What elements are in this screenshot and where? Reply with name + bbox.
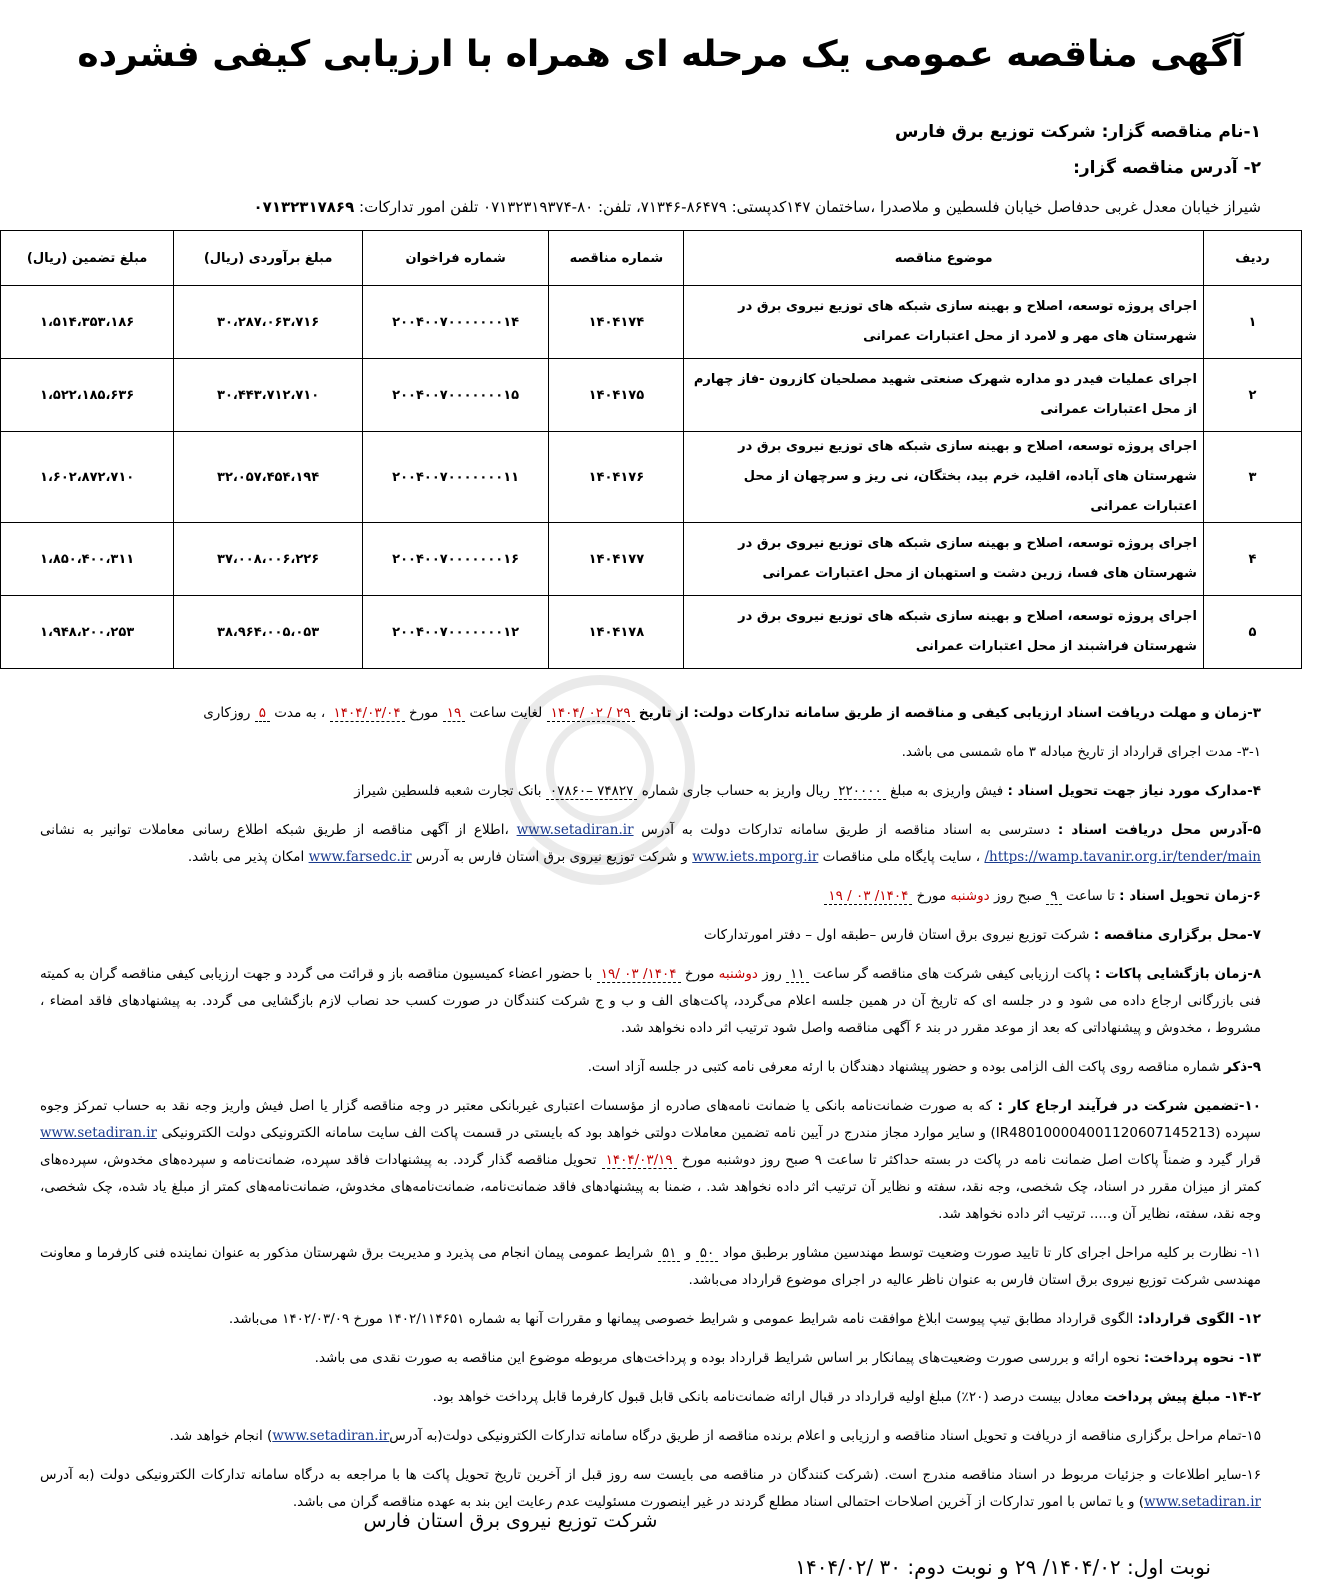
clause-3-to-date: ۱۴۰۴/۰۳/۰۴: [330, 705, 405, 722]
clause-5: [40, 817, 1261, 871]
clause-15: [40, 1423, 1261, 1450]
cell-subject: اجرای عملیات فیدر دو مداره شهرک صنعتی شهید مصلحیان کازرون -فاز چهارم از محل اعتبارات عمرانی: [684, 359, 1203, 432]
clause-11-article2: ۵۱: [658, 1245, 681, 1262]
clause-13-text: نحوه ارائه و بررسی صورت وضعیت‌های پیمانکار بر اساس شرایط قرارداد بوده و پرداخت‌های مربوطه موضوع این مناقصه به صورت نقدی می باشد.: [314, 1350, 1140, 1366]
cell-subject: اجرای پروژه توسعه، اصلاح و بهینه سازی شبکه های توزیع نیروی برق در شهرستان های آباده، اقلید، خرم بید، بختگان، نی ریز و سرچهان از محل اعتبارات عمرانی: [684, 432, 1203, 523]
cell-call-no: ۲۰۰۴۰۰۷۰۰۰۰۰۰۰۱۱: [362, 432, 548, 523]
clause-13: [40, 1345, 1261, 1372]
page-title: آگهی مناقصه عمومی یک مرحله ای همراه با ارزیابی کیفی فشرده: [77, 34, 1244, 75]
clause-3-hour: ۱۹: [443, 705, 466, 722]
clause-6-hour: ۹: [1046, 888, 1061, 905]
setadiran-link[interactable]: www.setadiran.ir: [516, 822, 634, 838]
clause-16-text2: ) و یا تماس با امور تدارکات از آخرین اصلاحات احتمالی اسناد مطلع گردند در غیر اینصورت مسئولیت عدم رعایت این بند به عهده مناقصه گران می باشد.: [292, 1494, 1145, 1510]
clause-3: [40, 700, 1261, 727]
clause-8-text4: با حضور اعضاء کمیسیون مناقصه باز و قرائت می گردد و جهت ارزیابی کیفی مناقصه گران به کمیته فنی بازرگانی ارجاع داده می شود و در جلسه ای که تاریخ آن در همین جلسه اعلام می‌گردد، پاکت‌های الف و ب و ج شرکت کنندگان در صورت کسب حد نصاب لازم بازگشایی می گردد. به پیشنهادهای فاقد امضاء ، مشروط ، مخدوش و پیشنهاداتی که بعد از موعد مقرر در بند ۶ آگهی مناقصه واصل شود ترتیب اثر داده نخواهد شد.: [40, 966, 1261, 1036]
cell-tender-no: ۱۴۰۴۱۷۵: [549, 359, 684, 432]
clause-5-text5: امکان پذیر می باشد.: [187, 849, 305, 865]
clause-3-label: ۳-زمان و مهلت دریافت اسناد ارزیابی کیفی و مناقصه از طریق سامانه تدارکات دولت: از تاریخ: [638, 705, 1261, 721]
tenders-table: [0, 230, 1302, 669]
cell-subject: اجرای پروژه توسعه، اصلاح و بهینه سازی شبکه های توزیع نیروی برق در شهرستان های فسا، زرین دشت و استهبان از محل اعتبارات عمرانی: [684, 523, 1203, 596]
cell-estimate: ۳۰،۴۴۳،۷۱۲،۷۱۰: [174, 359, 363, 432]
table-row: [1, 523, 1302, 596]
clause-6-label: ۶-زمان تحویل اسناد :: [1119, 888, 1261, 904]
clause-16-text1: ۱۶-سایر اطلاعات و جزئیات مربوط در اسناد مناقصه مندرج است. (شرکت کنندگان در مناقصه می بایست سه روز قبل از آخرین تاریخ تحویل پاکت ها با مراجعه به درگاه سامانه تدارکات الکترونیکی دولت (به آدرس: [40, 1467, 1261, 1483]
clause-13-label: ۱۳- نحوه پرداخت:: [1143, 1350, 1261, 1366]
cell-row-no: ۳: [1203, 432, 1301, 523]
account-number: ۷۴۸۲۷ –۰۷۸۶۰: [546, 783, 638, 800]
cell-call-no: ۲۰۰۴۰۰۷۰۰۰۰۰۰۰۱۲: [362, 596, 548, 669]
header-tender-no: شماره مناقصه: [549, 231, 684, 286]
clause-8-text1: پاکت ارزیابی کیفی شرکت های مناقصه گر ساعت: [812, 966, 1091, 982]
header-estimate: مبلغ برآوردی (ریال): [174, 231, 363, 286]
clause-5-text4: و شرکت توزیع نیروی برق استان فارس به آدرس: [415, 849, 688, 865]
farsedc-link[interactable]: www.farsedc.ir: [308, 849, 412, 865]
clause-11-text1: ۱۱- نظارت بر کلیه مراحل اجرای کار تا تایید صورت وضعیت توسط مهندسین مشاور برطبق مواد: [722, 1245, 1262, 1261]
clause-8-date: ۱۴۰۴/ ۰۳ /۱۹: [597, 966, 681, 983]
table-row: [1, 359, 1302, 432]
clause-3-days: ۵: [255, 705, 270, 722]
cell-estimate: ۳۲،۰۵۷،۴۵۴،۱۹۴: [174, 432, 363, 523]
cell-row-no: ۵: [1203, 596, 1301, 669]
cell-guarantee: ۱،۹۴۸،۲۰۰،۲۵۳: [1, 596, 174, 669]
cell-call-no: ۲۰۰۴۰۰۷۰۰۰۰۰۰۰۱۴: [362, 286, 548, 359]
clause-6-date: ۱۴۰۴/ ۰۳ / ۱۹: [824, 888, 912, 905]
iets-link[interactable]: www.iets.mporg.ir: [692, 849, 819, 865]
cell-call-no: ۲۰۰۴۰۰۷۰۰۰۰۰۰۰۱۶: [362, 523, 548, 596]
table-row: [1, 286, 1302, 359]
tenderer-name: ۱-نام مناقصه گزار: شرکت توزیع برق فارس: [894, 122, 1261, 142]
cell-guarantee: ۱،۵۲۲،۱۸۵،۶۳۶: [1, 359, 174, 432]
cell-estimate: ۳۰،۲۸۷،۰۶۳،۷۱۶: [174, 286, 363, 359]
clause-14-text: معادل بیست درصد (۲۰٪) مبلغ اولیه قرارداد در قبال ارائه ضمانت‌نامه بانکی قابل قبول کارفرما قابل پرداخت خواهد بود.: [432, 1389, 1100, 1405]
cell-estimate: ۳۷،۰۰۸،۰۰۶،۲۲۶: [174, 523, 363, 596]
cell-estimate: ۳۸،۹۶۴،۰۰۵،۰۵۳: [174, 596, 363, 669]
header-call-no: شماره فراخوان: [362, 231, 548, 286]
clause-3-end: روزکاری: [203, 705, 251, 721]
clause-6-text1: تا ساعت: [1065, 888, 1115, 904]
setadiran-link[interactable]: www.setadiran.ir: [1144, 1494, 1261, 1510]
company-signature: شرکت توزیع نیروی برق استان فارس: [363, 1510, 658, 1532]
table-header-row: [1, 231, 1302, 286]
clause-12-text: الگوی قرارداد مطابق تیپ پیوست ابلاغ موافقت نامه شرایط عمومی و شرایط خصوصی پیمانها و مقررات آنها به شماره ۱۴۰۲/۱۱۴۶۵۱ مورخ ۱۴۰۲/۰۳/۰۹ می‌باشد.: [228, 1311, 1134, 1327]
cell-row-no: ۲: [1203, 359, 1301, 432]
clause-11: [40, 1240, 1261, 1294]
clause-10-text3: تحویل مناقصه گذار گردد. به پیشنهادات فاقد سپرده، ضمانت‌نامه و سپرده‌های مخدوش، سپرده‌های کمتر از میزان مقرر در اسناد، چک شخصی، وجه نقد، سفته و نظایر آن ترتیب اثر داده نخواهد شد. ، ضمنا به پیشنهادهای فاقد ضمانت‌نامه، ضمانت‌نامه‌های مخدوش، ضمانت‌نامه‌های کمتر از مبلغ یاد شده، چک شخصی، وجه نقد، سفته، نظایر آن و..... ترتیب اثر داده نخواهد شد.: [40, 1152, 1261, 1222]
tavanir-link[interactable]: https://wamp.tavanir.org.ir/tender/main/: [984, 849, 1261, 865]
clause-11-text2: و: [684, 1245, 692, 1261]
clause-11-text3: شرایط عمومی پیمان انجام می پذیرد و مدیریت برق شهرستان مذکور به عنوان نماینده فنی کارفرما و معاونت مهندسی شرکت توزیع نیروی برق استان فارس به عنوان ناظر عالیه در اجرای موضوع قرارداد می‌باشد.: [40, 1245, 1261, 1288]
cell-guarantee: ۱،۵۱۴،۳۵۳،۱۸۶: [1, 286, 174, 359]
tender-body: [40, 700, 1261, 1528]
cell-row-no: ۱: [1203, 286, 1301, 359]
clause-3-mid3: ، به مدت: [274, 705, 326, 721]
clause-6: [40, 883, 1261, 910]
clause-3-mid: لغایت ساعت: [469, 705, 543, 721]
cell-guarantee: ۱،۸۵۰،۴۰۰،۳۱۱: [1, 523, 174, 596]
tenderer-address-label: ۲- آدرس مناقصه گزار:: [1073, 158, 1261, 178]
signature-block: [0, 1510, 1321, 1532]
cell-tender-no: ۱۴۰۴۱۷۸: [549, 596, 684, 669]
clause-8: [40, 961, 1261, 1042]
cell-subject: اجرای پروژه توسعه، اصلاح و بهینه سازی شبکه های توزیع نیروی برق در شهرستان فراشبند از محل اعتبارات عمرانی: [684, 596, 1203, 669]
clause-8-text3: مورخ: [684, 966, 715, 982]
clause-8-text2: روز: [762, 966, 782, 982]
cell-call-no: ۲۰۰۴۰۰۷۰۰۰۰۰۰۰۱۵: [362, 359, 548, 432]
cell-row-no: ۴: [1203, 523, 1301, 596]
clause-14-2: [40, 1384, 1261, 1411]
clause-9: [40, 1054, 1261, 1081]
clause-3-mid2: مورخ: [408, 705, 439, 721]
setadiran-link[interactable]: www.setadiran.ir: [40, 1125, 157, 1141]
cell-tender-no: ۱۴۰۴۱۷۷: [549, 523, 684, 596]
clause-11-article1: ۵۰: [696, 1245, 719, 1262]
header-guarantee: مبلغ تضمین (ریال): [1, 231, 174, 286]
clause-10-text1: که به صورت ضمانت‌نامه بانکی یا ضمانت نامه‌های صادره از مؤسسات اعتباری غیربانکی معتبر در وجه مناقصه گزار یا اصل فیش واریز وجه نقد به حساب تمرکز وجوه سپرده (IR480100004001120607145213) و سایر موارد مجاز مندرج در آیین نامه تضمین معاملات دولتی خواهد بود که بایستی در قسمت پاکت الف سایت سامانه الکترونیکی دولت الکترونیکی: [40, 1098, 1261, 1141]
cell-guarantee: ۱،۶۰۲،۸۷۲،۷۱۰: [1, 432, 174, 523]
address-text: شیراز خیابان معدل غربی حدفاصل خیابان فلسطین و ملاصدرا ،ساختمان ۱۴۷کدپستی: ۸۶۴۷۹-۷۱۳۴۶، تلفن: ۸۰-۰۷۱۳۲۳۱۹۳۷۴ تلفن امور تدارکات:: [359, 198, 1261, 216]
clause-12: [40, 1306, 1261, 1333]
clause-7-label: ۷-محل برگزاری مناقصه :: [1093, 927, 1261, 943]
clause-10-label: ۱۰-تضمین شرکت در فرآیند ارجاع کار :: [997, 1098, 1262, 1114]
setadiran-link[interactable]: www.setadiran.ir: [272, 1428, 390, 1444]
clause-16: [40, 1462, 1261, 1516]
table-row: [1, 596, 1302, 669]
clause-9-label: ۹-ذکر: [1223, 1059, 1261, 1075]
fee-amount: ۲۲۰۰۰۰: [834, 783, 886, 800]
clause-10: [40, 1093, 1261, 1228]
clause-6-text3: مورخ: [916, 888, 947, 904]
clause-4-text3: بانک تجارت شعبه فلسطین شیراز: [354, 783, 542, 799]
clause-8-label: ۸-زمان بازگشایی پاکات :: [1094, 966, 1262, 982]
clause-10-text2: قرار گیرد و ضمناً پاکات اصل ضمانت نامه در پاکت در بسته حداکثر تا ساعت ۹ صبح روز دوشنبه مورخ: [681, 1152, 1262, 1168]
clause-4-text2: ریال واریز به حساب جاری شماره: [641, 783, 830, 799]
clause-15-text1: ۱۵-تمام مراحل برگزاری مناقصه از دریافت و تحویل اسناد مناقصه و ارزیابی و اعلام برنده مناقصه از طریق درگاه سامانه تدارکات الکترونیکی دولت(به آدرس: [389, 1428, 1261, 1444]
clause-4-label: ۴-مدارک مورد نیاز جهت تحویل اسناد :: [1007, 783, 1261, 799]
tenderer-address: [28, 198, 1261, 216]
clause-5-text1: دسترسی به اسناد مناقصه از طریق سامانه تدارکات دولت به آدرس: [641, 822, 1051, 838]
clause-4-text1: فیش واریزی به مبلغ: [890, 783, 1004, 799]
clause-7-text: شرکت توزیع نیروی برق استان فارس –طبقه اول – دفتر امورتدارکات: [703, 927, 1090, 943]
clause-15-text2: ) انجام خواهد شد.: [169, 1428, 273, 1444]
publication-rounds: نوبت اول: ۱۴۰۴/۰۲/ ۲۹ و نوبت دوم: ۳۰ /۱۴۰۴/۰۲: [795, 1555, 1211, 1579]
clause-4: [40, 778, 1261, 805]
clause-8-day: دوشنبه: [718, 966, 758, 982]
clause-6-text2: صبح روز: [993, 888, 1043, 904]
header-subject: موضوع مناقصه: [684, 231, 1203, 286]
clause-7: [40, 922, 1261, 949]
table-row: [1, 432, 1302, 523]
clause-14-label: ۱۴-۲- مبلغ پیش پرداخت: [1103, 1389, 1261, 1405]
clause-9-text: شماره مناقصه روی پاکت الف الزامی بوده و حضور پیشنهاد دهندگان با ارئه معرفی نامه کتبی در جلسه آزاد است.: [587, 1059, 1220, 1075]
procurement-phone: ۰۷۱۳۲۳۱۷۸۶۹: [253, 198, 355, 216]
clause-10-date: ۱۴۰۴/۰۳/۱۹: [602, 1152, 677, 1169]
clause-5-text2: ،اطلاع از آگهی مناقصه از طریق شبکه اطلاع رسانی معاملات توانیر به نشانی: [40, 822, 509, 838]
clause-12-label: ۱۲- الگوی قرارداد:: [1137, 1311, 1261, 1327]
clause-3-from-date: ۲۹ / ۰۲ /۱۴۰۴: [547, 705, 635, 722]
clause-5-text3: ، سایت پایگاه ملی مناقصات: [822, 849, 981, 865]
cell-subject: اجرای پروژه توسعه، اصلاح و بهینه سازی شبکه های توزیع نیروی برق در شهرستان های مهر و لامرد از محل اعتبارات عمرانی: [684, 286, 1203, 359]
cell-tender-no: ۱۴۰۴۱۷۴: [549, 286, 684, 359]
cell-tender-no: ۱۴۰۴۱۷۶: [549, 432, 684, 523]
clause-8-hour: ۱۱: [786, 966, 809, 983]
clause-5-label: ۵-آدرس محل دریافت اسناد :: [1057, 822, 1262, 838]
clause-3-1: ۳-۱- مدت اجرای قرارداد از تاریخ مبادله ۳ ماه شمسی می باشد.: [901, 744, 1261, 760]
header-row-no: ردیف: [1203, 231, 1301, 286]
clause-6-day: دوشنبه: [950, 888, 990, 904]
